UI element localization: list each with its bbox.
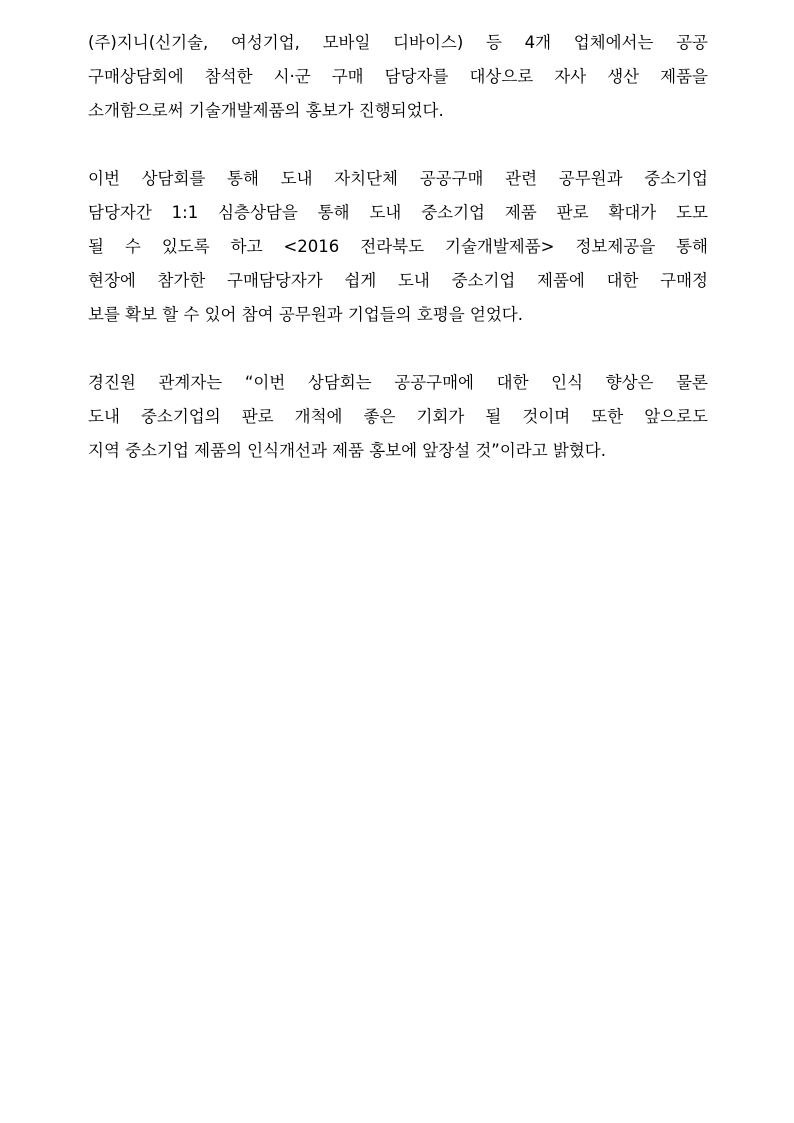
paragraph-line: 이번 상담회를 통해 도내 자치단체 공공구매 관련 공무원과 중소기업 bbox=[88, 169, 708, 188]
paragraph-line: (주)지니(신기술, 여성기업, 모바일 디바이스) 등 4개 업체에서는 공공 bbox=[88, 33, 708, 52]
document-body bbox=[88, 26, 708, 502]
paragraph-2 bbox=[88, 162, 708, 332]
paragraph-line: 현장에 참가한 구매담당자가 쉽게 도내 중소기업 제품에 대한 구매정 bbox=[88, 271, 708, 290]
paragraph-line: 구매상담회에 참석한 시·군 구매 담당자를 대상으로 자사 생산 제품을 bbox=[88, 67, 708, 86]
paragraph-line: 될 수 있도록 하고 <2016 전라북도 기술개발제품> 정보제공을 통해 bbox=[88, 237, 708, 256]
paragraph-line: 담당자간 1:1 심층상담을 통해 도내 중소기업 제품 판로 확대가 도모 bbox=[88, 203, 708, 222]
paragraph-line: 경진원 관계자는 “이번 상담회는 공공구매에 대한 인식 향상은 물론 bbox=[88, 373, 708, 392]
paragraph-line: 도내 중소기업의 판로 개척에 좋은 기회가 될 것이며 또한 앞으로도 bbox=[88, 407, 708, 426]
paragraph-line: 지역 중소기업 제품의 인식개선과 제품 홍보에 앞장설 것”이라고 밝혔다. bbox=[88, 441, 606, 460]
paragraph-1 bbox=[88, 26, 708, 128]
paragraph-line: 보를 확보 할 수 있어 참여 공무원과 기업들의 호평을 얻었다. bbox=[88, 305, 523, 324]
paragraph-line: 소개함으로써 기술개발제품의 홍보가 진행되었다. bbox=[88, 101, 444, 120]
paragraph-3 bbox=[88, 366, 708, 468]
